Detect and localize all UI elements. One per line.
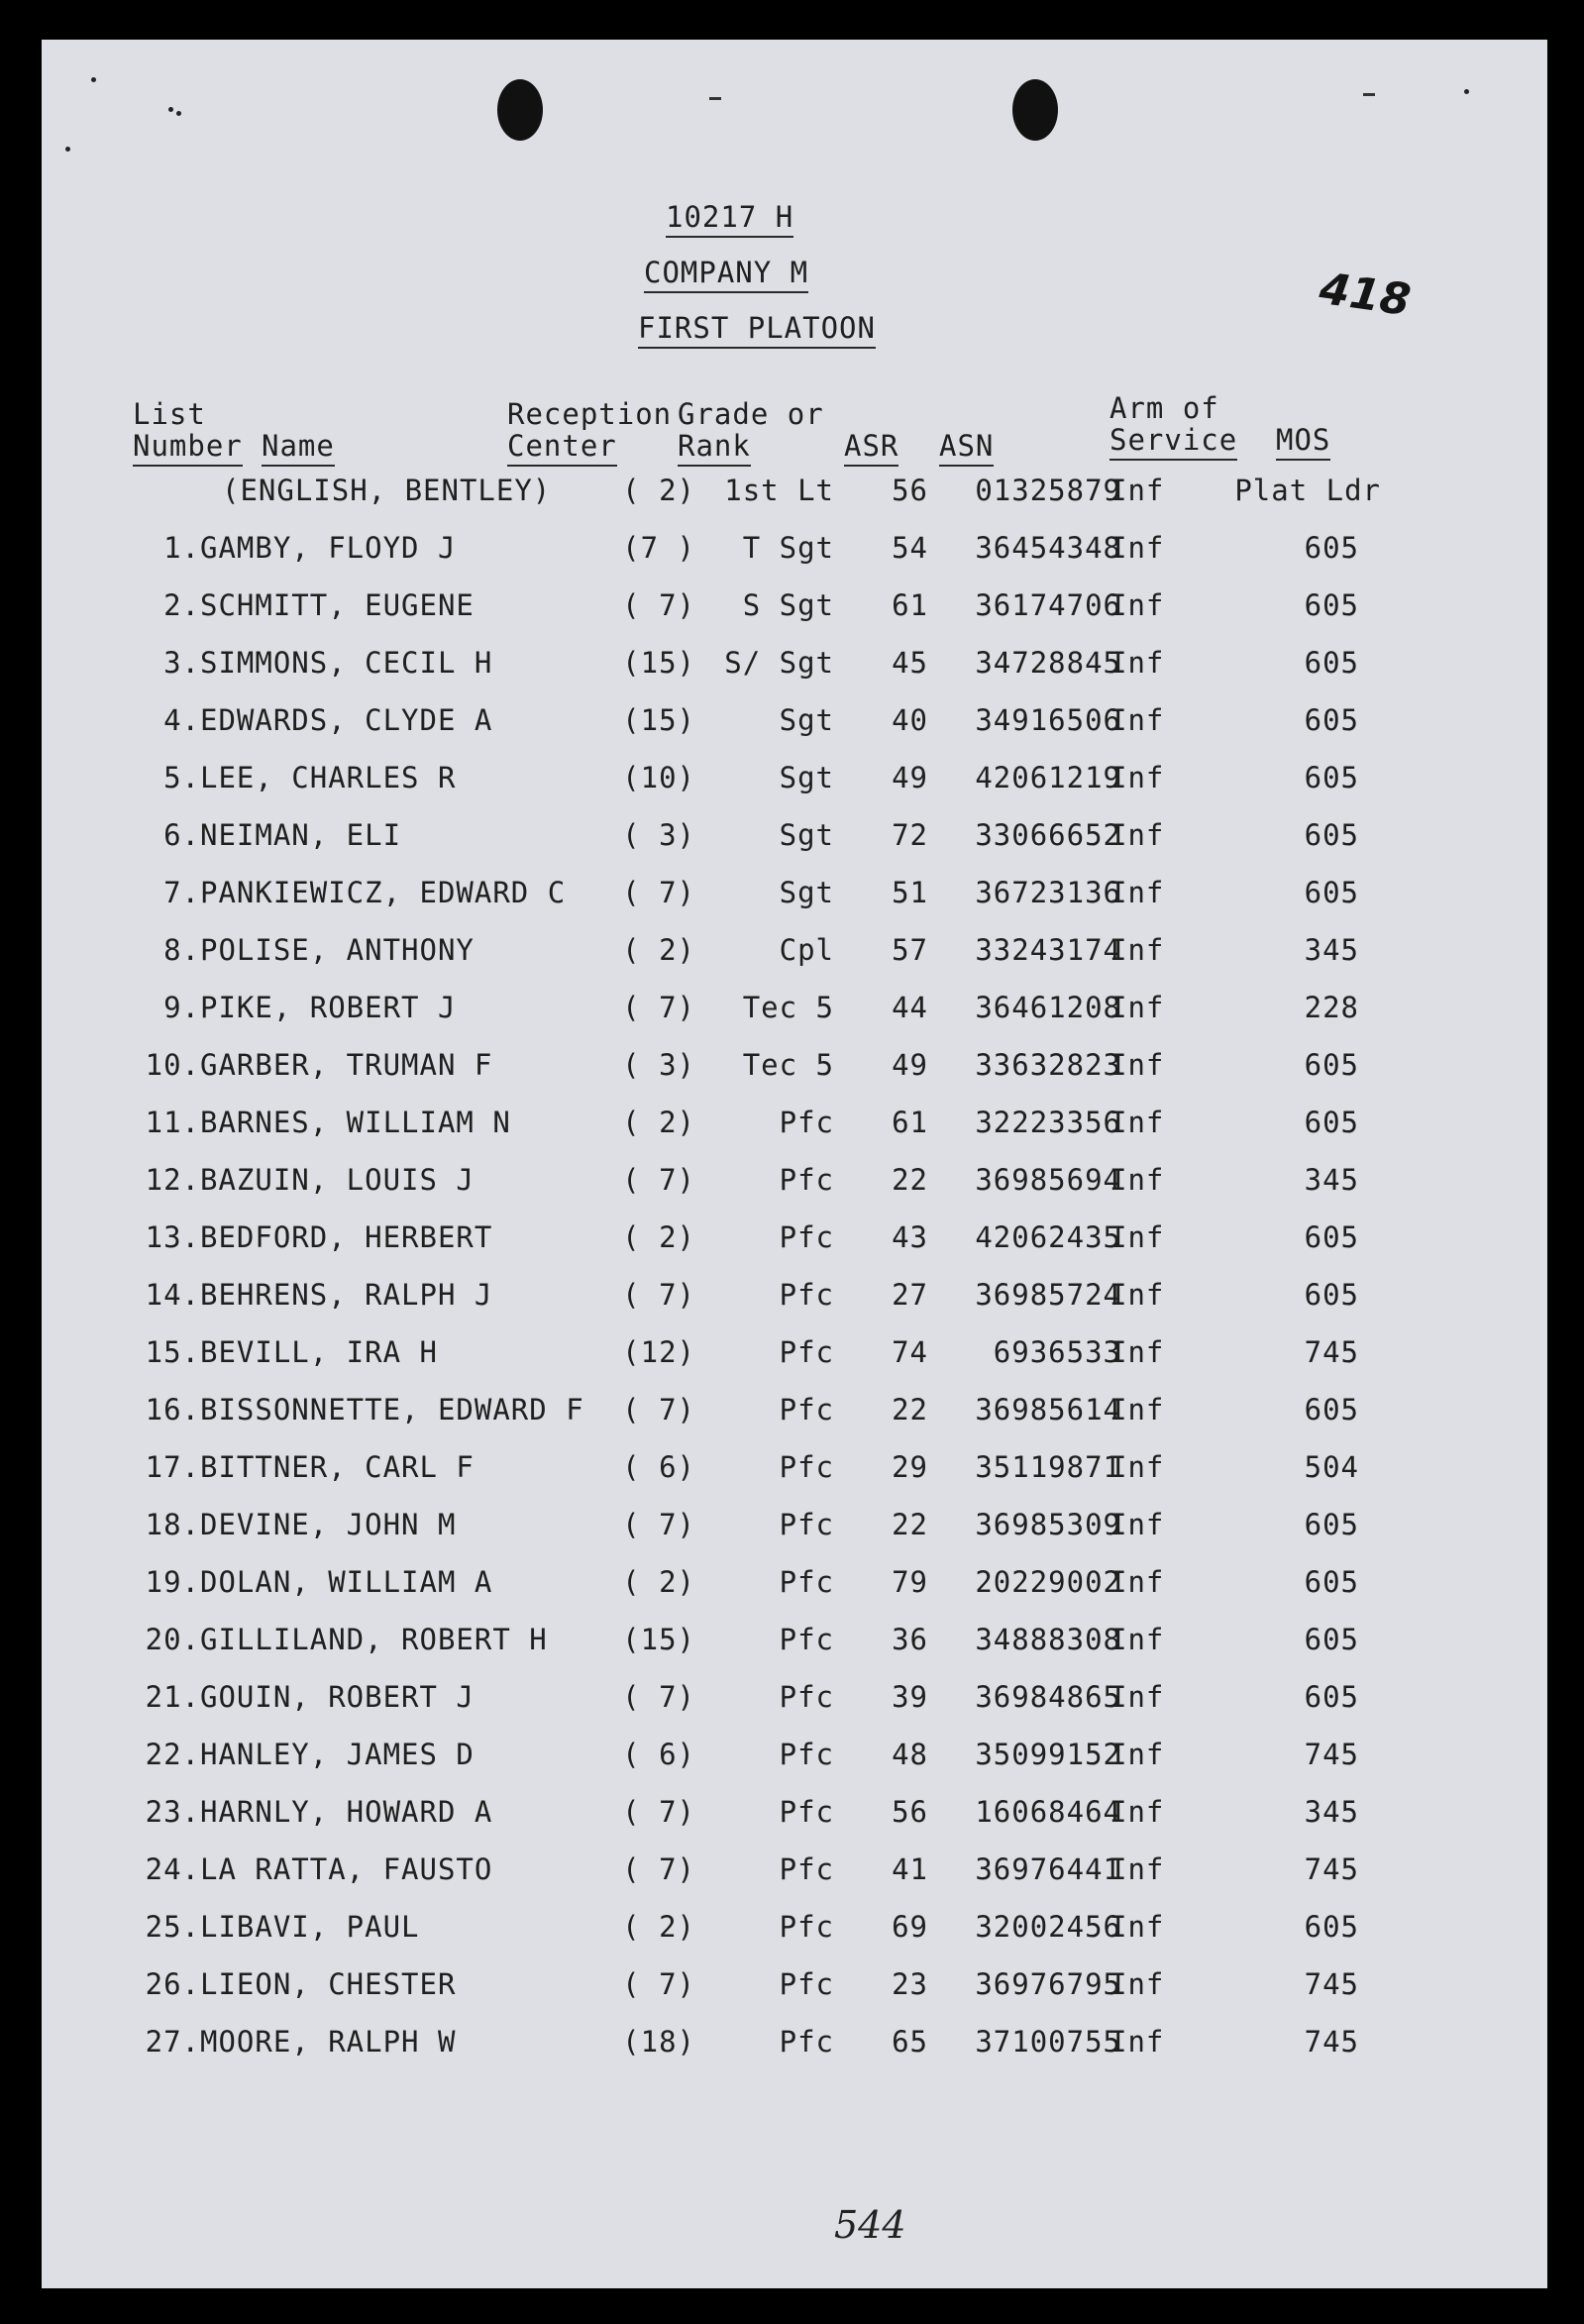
cell-asn: 36976441 [975,1852,1121,1886]
cell-name: BEHRENS, RALPH J [200,1278,493,1312]
cell-grade: Pfc [779,1795,834,1829]
cell-asn: 36723136 [975,876,1121,909]
cell-arm: Inf [1109,531,1165,565]
speck [709,97,721,100]
cell-reception-center: (15) [622,646,695,680]
cell-arm: Inf [1109,1278,1165,1312]
cell-asr: 56 [892,474,928,507]
cell-name: BEVILL, IRA H [200,1335,438,1369]
cell-mos: Plat Ldr [1234,474,1381,507]
cell-asr: 79 [892,1565,928,1599]
cell-list-number: 4. [163,703,200,737]
cell-grade: Pfc [779,2025,834,2059]
cell-arm: Inf [1109,1163,1165,1197]
col-header-asn: ASN [939,430,994,462]
cell-asr: 72 [892,818,928,852]
cell-arm: Inf [1109,1048,1165,1082]
cell-arm: Inf [1109,646,1165,680]
cell-asn: 33066652 [975,818,1121,852]
cell-reception-center: ( 6) [622,1738,695,1771]
cell-mos: 605 [1304,1393,1359,1426]
cell-reception-center: ( 7) [622,876,695,909]
cell-list-number: 11. [145,1106,200,1139]
cell-grade: Sgt [779,761,834,794]
cell-grade: T Sgt [742,531,834,565]
cell-reception-center: ( 7) [622,991,695,1024]
cell-list-number: 18. [145,1508,200,1541]
cell-arm: Inf [1109,474,1165,507]
cell-name: GILLILAND, ROBERT H [200,1623,548,1656]
cell-arm: Inf [1109,761,1165,794]
cell-asr: 23 [892,1967,928,2001]
cell-asr: 22 [892,1508,928,1541]
col-header-list-number: List Number [133,398,243,462]
cell-list-number: 7. [163,876,200,909]
cell-name: BARNES, WILLIAM N [200,1106,511,1139]
cell-asn: 20229002 [975,1565,1121,1599]
cell-arm: Inf [1109,1680,1165,1714]
cell-arm: Inf [1109,703,1165,737]
cell-name: GARBER, TRUMAN F [200,1048,493,1082]
cell-asn: 35099152 [975,1738,1121,1771]
cell-grade: Pfc [779,1738,834,1771]
cell-grade: Pfc [779,1220,834,1254]
cell-mos: 605 [1304,588,1359,622]
cell-asr: 43 [892,1220,928,1254]
cell-grade: Sgt [779,818,834,852]
cell-reception-center: (18) [622,2025,695,2059]
cell-list-number: 25. [145,1910,200,1944]
cell-grade: Sgt [779,876,834,909]
cell-reception-center: ( 3) [622,818,695,852]
cell-arm: Inf [1109,1910,1165,1944]
cell-list-number: 17. [145,1450,200,1484]
cell-asr: 65 [892,2025,928,2059]
cell-grade: Pfc [779,1967,834,2001]
table-row [42,1565,1547,1623]
cell-asn: 32223356 [975,1106,1121,1139]
cell-mos: 745 [1304,1967,1359,2001]
cell-grade: Pfc [779,1910,834,1944]
platoon-title: FIRST PLATOON [638,311,876,345]
col-header-arm: Arm of Service [1109,392,1237,456]
cell-name: LIEON, CHESTER [200,1967,457,2001]
cell-reception-center: ( 7) [622,1967,695,2001]
cell-mos: 504 [1304,1450,1359,1484]
cell-asr: 36 [892,1623,928,1656]
cell-mos: 605 [1304,646,1359,680]
cell-asn: 36984865 [975,1680,1121,1714]
cell-mos: 605 [1304,703,1359,737]
cell-asr: 27 [892,1278,928,1312]
punch-hole-right [1012,79,1058,141]
cell-list-number: 2. [163,588,200,622]
cell-arm: Inf [1109,1220,1165,1254]
cell-arm: Inf [1109,2025,1165,2059]
cell-mos: 745 [1304,1335,1359,1369]
cell-asr: 54 [892,531,928,565]
speck [91,77,96,82]
cell-asr: 61 [892,588,928,622]
cell-reception-center: ( 7) [622,1163,695,1197]
cell-mos: 605 [1304,1623,1359,1656]
cell-grade: S Sgt [742,588,834,622]
cell-grade: Cpl [779,933,834,967]
cell-list-number: 15. [145,1335,200,1369]
table-row [42,703,1547,761]
cell-arm: Inf [1109,588,1165,622]
cell-asr: 48 [892,1738,928,1771]
cell-mos: 605 [1304,818,1359,852]
cell-asn: 36174706 [975,588,1121,622]
cell-reception-center: ( 7) [622,588,695,622]
cell-arm: Inf [1109,1623,1165,1656]
cell-name: SIMMONS, CECIL H [200,646,493,680]
cell-mos: 605 [1304,761,1359,794]
cell-asn: 33632823 [975,1048,1121,1082]
cell-asn: 36985309 [975,1508,1121,1541]
cell-list-number: 19. [145,1565,200,1599]
cell-name: DEVINE, JOHN M [200,1508,457,1541]
table-row [42,1163,1547,1220]
cell-reception-center: (12) [622,1335,695,1369]
cell-grade: 1st Lt [724,474,834,507]
cell-name: GAMBY, FLOYD J [200,531,457,565]
speck [65,147,70,152]
cell-asr: 49 [892,761,928,794]
cell-asn: 36461208 [975,991,1121,1024]
table-row [42,933,1547,991]
table-row [42,2025,1547,2082]
cell-asn: 37100755 [975,2025,1121,2059]
cell-grade: Pfc [779,1335,834,1369]
cell-name: LEE, CHARLES R [200,761,457,794]
cell-list-number: 23. [145,1795,200,1829]
cell-list-number: 10. [145,1048,200,1082]
cell-asr: 44 [892,991,928,1024]
cell-asr: 40 [892,703,928,737]
table-row [42,588,1547,646]
cell-reception-center: ( 3) [622,1048,695,1082]
cell-name: BAZUIN, LOUIS J [200,1163,475,1197]
cell-arm: Inf [1109,1852,1165,1886]
cell-mos: 605 [1304,1680,1359,1714]
cell-grade: Pfc [779,1278,834,1312]
cell-reception-center: (15) [622,1623,695,1656]
cell-grade: Sgt [779,703,834,737]
cell-arm: Inf [1109,1565,1165,1599]
table-row [42,1508,1547,1565]
cell-mos: 745 [1304,1852,1359,1886]
cell-arm: Inf [1109,1335,1165,1369]
speck [1363,93,1375,96]
table-row [42,1048,1547,1106]
col-header-mos: MOS [1276,424,1330,456]
table-row [42,1220,1547,1278]
cell-asn: 36985694 [975,1163,1121,1197]
cell-list-number: 9. [163,991,200,1024]
table-row [42,761,1547,818]
cell-mos: 605 [1304,1508,1359,1541]
cell-mos: 228 [1304,991,1359,1024]
cell-reception-center: ( 7) [622,1508,695,1541]
cell-asn: 01325879 [975,474,1121,507]
cell-arm: Inf [1109,1738,1165,1771]
cell-list-number: 21. [145,1680,200,1714]
col-header-asr: ASR [844,430,898,462]
cell-list-number: 5. [163,761,200,794]
cell-asn: 34888308 [975,1623,1121,1656]
cell-mos: 345 [1304,1795,1359,1829]
cell-asr: 74 [892,1335,928,1369]
cell-asn: 34916506 [975,703,1121,737]
cell-mos: 605 [1304,1048,1359,1082]
table-row [42,1852,1547,1910]
cell-reception-center: ( 2) [622,1220,695,1254]
cell-asn: 42062435 [975,1220,1121,1254]
cell-arm: Inf [1109,1106,1165,1139]
punch-hole-left [497,79,543,141]
cell-mos: 345 [1304,933,1359,967]
col-header-grade: Grade or Rank [678,398,824,462]
table-row [42,1393,1547,1450]
table-row [42,1910,1547,1967]
cell-arm: Inf [1109,1393,1165,1426]
cell-name: MOORE, RALPH W [200,2025,457,2059]
cell-grade: Pfc [779,1623,834,1656]
cell-grade: Pfc [779,1163,834,1197]
cell-mos: 605 [1304,876,1359,909]
cell-name: EDWARDS, CLYDE A [200,703,493,737]
cell-name: NEIMAN, ELI [200,818,402,852]
cell-grade: Pfc [779,1450,834,1484]
cell-name: PIKE, ROBERT J [200,991,457,1024]
cell-asn: 36985614 [975,1393,1121,1426]
cell-reception-center: (10) [622,761,695,794]
cell-name: HANLEY, JAMES D [200,1738,475,1771]
cell-name: BITTNER, CARL F [200,1450,475,1484]
table-row [42,1738,1547,1795]
stamp-number: 418 [1316,263,1414,327]
cell-list-number: 12. [145,1163,200,1197]
cell-reception-center: ( 2) [622,474,695,507]
cell-list-number: 24. [145,1852,200,1886]
cell-asr: 69 [892,1910,928,1944]
cell-grade: Pfc [779,1565,834,1599]
cell-name: LA RATTA, FAUSTO [200,1852,493,1886]
document-id: 10217 H [666,200,793,234]
speck [176,111,181,116]
cell-reception-center: ( 7) [622,1852,695,1886]
cell-reception-center: ( 7) [622,1278,695,1312]
cell-asn: 36454348 [975,531,1121,565]
cell-asn: 33243174 [975,933,1121,967]
cell-reception-center: ( 2) [622,1565,695,1599]
cell-grade: S/ Sgt [724,646,834,680]
cell-asn: 42061219 [975,761,1121,794]
cell-list-number: 6. [163,818,200,852]
cell-asr: 41 [892,1852,928,1886]
cell-arm: Inf [1109,1967,1165,2001]
cell-asn: 35119871 [975,1450,1121,1484]
cell-asn: 16068464 [975,1795,1121,1829]
speck [168,107,173,112]
table-row-leader [42,474,1547,531]
cell-arm: Inf [1109,876,1165,909]
cell-name: HARNLY, HOWARD A [200,1795,493,1829]
cell-name: DOLAN, WILLIAM A [200,1565,493,1599]
cell-grade: Pfc [779,1852,834,1886]
cell-grade: Pfc [779,1393,834,1426]
col-header-reception-center: Reception Center [507,398,672,462]
table-row [42,1278,1547,1335]
company-title: COMPANY M [644,256,808,289]
cell-mos: 605 [1304,1106,1359,1139]
cell-reception-center: ( 2) [622,1106,695,1139]
cell-list-number: 16. [145,1393,200,1426]
cell-asn: 6936533 [993,1335,1121,1369]
table-row [42,818,1547,876]
table-row [42,1106,1547,1163]
cell-asr: 49 [892,1048,928,1082]
cell-list-number: 22. [145,1738,200,1771]
cell-asr: 51 [892,876,928,909]
cell-list-number: 13. [145,1220,200,1254]
cell-reception-center: ( 7) [622,1393,695,1426]
cell-asn: 32002456 [975,1910,1121,1944]
cell-arm: Inf [1109,933,1165,967]
table-row [42,1680,1547,1738]
cell-reception-center: ( 2) [622,933,695,967]
cell-reception-center: ( 2) [622,1910,695,1944]
cell-list-number: 20. [145,1623,200,1656]
cell-mos: 605 [1304,1220,1359,1254]
cell-arm: Inf [1109,991,1165,1024]
cell-list-number: 14. [145,1278,200,1312]
cell-arm: Inf [1109,1508,1165,1541]
cell-list-number: 27. [145,2025,200,2059]
page-number: 544 [834,2203,906,2247]
table-row [42,646,1547,703]
cell-name: GOUIN, ROBERT J [200,1680,475,1714]
speck [1464,89,1469,94]
cell-name: PANKIEWICZ, EDWARD C [200,876,567,909]
table-row [42,1967,1547,2025]
table-row [42,1450,1547,1508]
table-row [42,1623,1547,1680]
cell-reception-center: (15) [622,703,695,737]
cell-reception-center: ( 6) [622,1450,695,1484]
cell-asr: 57 [892,933,928,967]
cell-grade: Tec 5 [742,991,834,1024]
table-row [42,531,1547,588]
table-row [42,876,1547,933]
cell-arm: Inf [1109,1795,1165,1829]
table-row [42,1335,1547,1393]
cell-reception-center: (7 ) [622,531,695,565]
cell-reception-center: ( 7) [622,1795,695,1829]
cell-name: BEDFORD, HERBERT [200,1220,493,1254]
cell-name: (ENGLISH, BENTLEY) [222,474,552,507]
cell-mos: 605 [1304,1910,1359,1944]
cell-grade: Pfc [779,1508,834,1541]
cell-name: POLISE, ANTHONY [200,933,475,967]
cell-mos: 605 [1304,1565,1359,1599]
document-page [42,40,1547,2288]
cell-mos: 605 [1304,1278,1359,1312]
cell-arm: Inf [1109,818,1165,852]
cell-asr: 56 [892,1795,928,1829]
col-header-name: Name [262,430,335,462]
cell-list-number: 1. [163,531,200,565]
cell-asn: 36985724 [975,1278,1121,1312]
cell-grade: Tec 5 [742,1048,834,1082]
cell-asr: 22 [892,1393,928,1426]
cell-mos: 345 [1304,1163,1359,1197]
cell-asr: 39 [892,1680,928,1714]
cell-mos: 745 [1304,2025,1359,2059]
cell-mos: 605 [1304,531,1359,565]
cell-list-number: 3. [163,646,200,680]
table-row [42,1795,1547,1852]
cell-list-number: 26. [145,1967,200,2001]
cell-asn: 34728845 [975,646,1121,680]
cell-list-number: 8. [163,933,200,967]
cell-grade: Pfc [779,1680,834,1714]
cell-arm: Inf [1109,1450,1165,1484]
cell-asr: 61 [892,1106,928,1139]
cell-asr: 22 [892,1163,928,1197]
cell-grade: Pfc [779,1106,834,1139]
cell-mos: 745 [1304,1738,1359,1771]
table-row [42,991,1547,1048]
cell-name: LIBAVI, PAUL [200,1910,420,1944]
cell-name: SCHMITT, EUGENE [200,588,475,622]
cell-asr: 45 [892,646,928,680]
cell-name: BISSONNETTE, EDWARD F [200,1393,584,1426]
cell-asn: 36976795 [975,1967,1121,2001]
cell-reception-center: ( 7) [622,1680,695,1714]
cell-asr: 29 [892,1450,928,1484]
